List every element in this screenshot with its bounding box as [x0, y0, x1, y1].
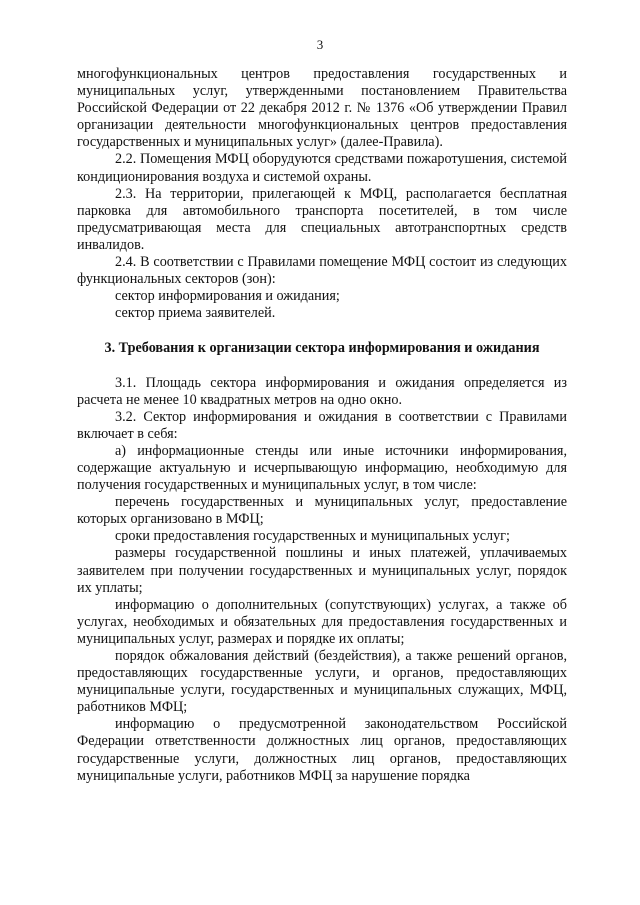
paragraph: перечень государственных и муниципальных услуг, предоставление которых организовано в МФЦ; — [77, 494, 567, 528]
page-number: 3 — [316, 37, 324, 52]
paragraph: 2.4. В соответствии с Правилами помещение МФЦ состоит из следующих функциональных секторов (зон): — [77, 254, 567, 288]
paragraph: 3.2. Сектор информирования и ожидания в соответствии с Правилами включает в себя: — [77, 408, 567, 442]
paragraph: информацию о дополнительных (сопутствующих) услугах, а также об услугах, необходимых и обязательных для предоставления государственных и муниципальных услуг, размерах и порядке их оплаты; — [77, 596, 567, 647]
paragraph: сектор приема заявителей. — [115, 305, 276, 322]
paragraph: 3.1. Площадь сектора информирования и ожидания определяется из расчета не менее 10 квадратных метров на одно окно. — [77, 374, 567, 408]
section-2-continuation — [77, 66, 567, 322]
paragraph: 2.2. Помещения МФЦ оборудуются средствами пожаротушения, системой кондиционирования воздуха и системой охраны. — [77, 151, 567, 185]
paragraph: информацию о предусмотренной законодательством Российской Федерации ответственности должностных лиц органов, предоставляющих государственные услуги, должностных лиц органов, предоставляющих муниципальные услуги, работников МФЦ за нарушение порядка — [77, 716, 567, 784]
paragraph: порядок обжалования действий (бездействия), а также решений органов, предоставляющих государственные услуги, и органов, предоставляющих муниципальные услуги, государственных и муниципальных служащих, МФЦ, работников МФЦ; — [77, 648, 567, 716]
paragraph: многофункциональных центров предоставления государственных и муниципальных услуг, утвержденными постановлением Правительства Российской Федерации от 22 декабря 2012 г. № 1376 «Об утверждении Правил организации деятельности многофункциональных центров предоставления государственных и муниципальных услуг» (далее-Правила). — [77, 66, 567, 151]
paragraph: сектор информирования и ожидания; — [115, 288, 340, 305]
section-3-body — [77, 375, 567, 785]
document-body — [77, 66, 567, 785]
paragraph: а) информационные стенды или иные источники информирования, содержащие актуальную и исчерпывающую информацию, необходимую для получения государственных и муниципальных услуг, в том числе: — [77, 442, 567, 494]
paragraph: 2.3. На территории, прилегающей к МФЦ, располагается бесплатная парковка для автомобильного транспорта посетителей, в том числе предусматривающая места для специальных автотранспортных средств инвалидов. — [77, 185, 567, 253]
section-3-heading: 3. Требования к организации сектора информирования и ожидания — [104, 340, 540, 357]
paragraph: сроки предоставления государственных и муниципальных услуг; — [115, 528, 510, 545]
paragraph: размеры государственной пошлины и иных платежей, уплачиваемых заявителем при получении государственных и муниципальных услуг, порядок их уплаты; — [77, 545, 567, 596]
